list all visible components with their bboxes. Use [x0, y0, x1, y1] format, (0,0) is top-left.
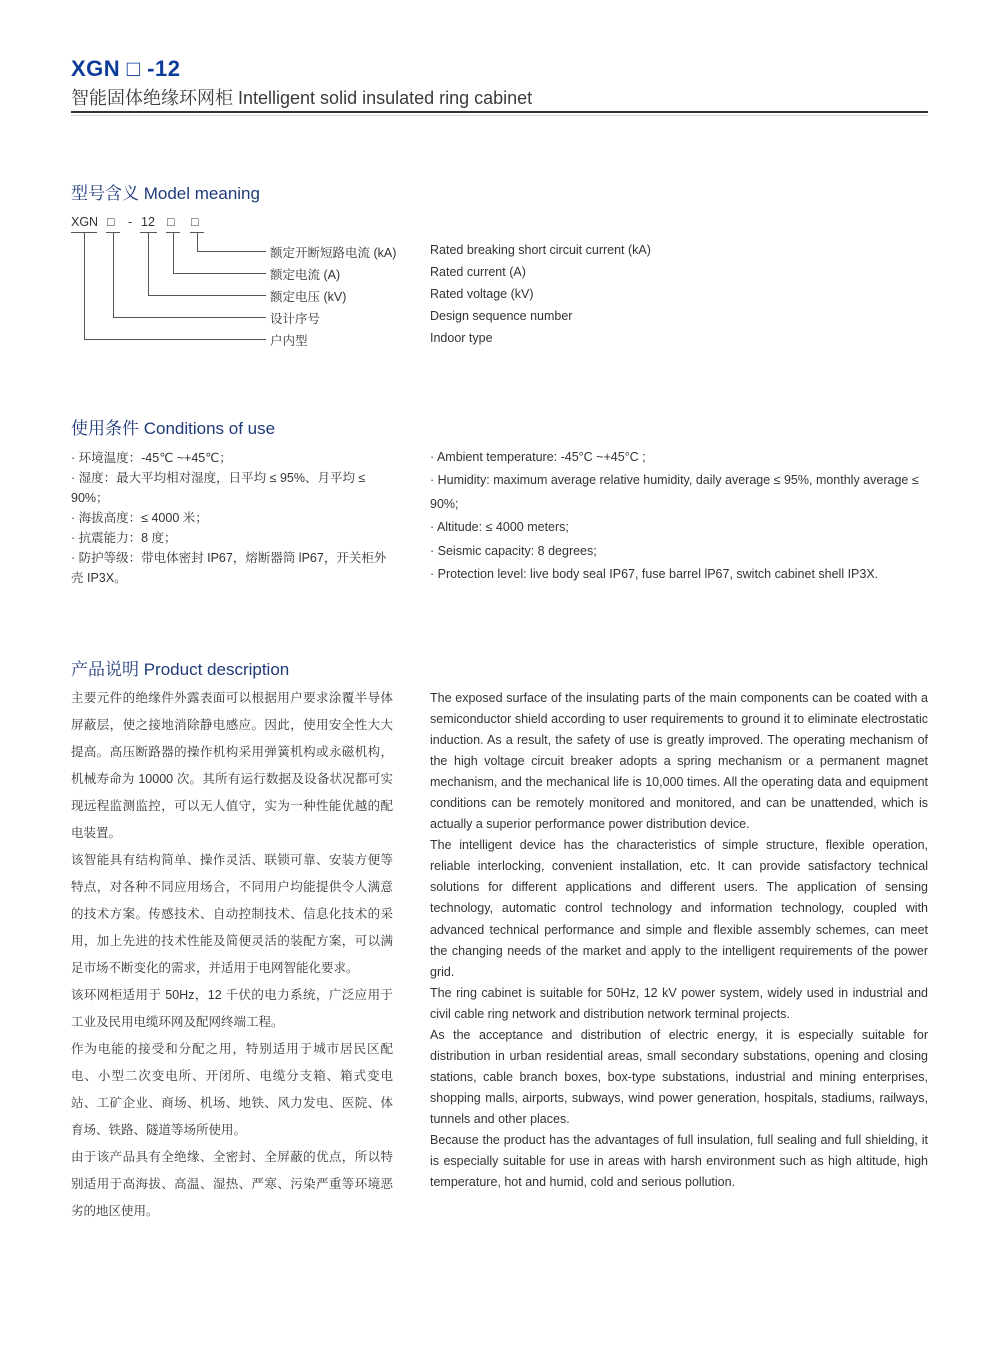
code-part-breaking: □	[191, 215, 199, 229]
conditions-heading: 使用条件 Conditions of use	[71, 419, 276, 438]
description-heading: 产品说明 Product description	[71, 660, 290, 679]
condition-cn-altitude: · 海拔高度：≤ 4000 米；	[71, 511, 208, 525]
model-label-en-current: Rated current (A)	[430, 265, 526, 279]
model-label-cn-breaking: 额定开断短路电流 (kA)	[270, 246, 397, 260]
leader-vertical-current	[173, 232, 174, 273]
model-label-en-design-seq: Design sequence number	[430, 309, 573, 323]
description-cn-paragraph: 由于该产品具有全绝缘、全密封、全屏蔽的优点，所以特别适用于高海拔、高温、湿热、严寒、污染严重等环境恶劣的地区使用。	[71, 1150, 393, 1218]
model-label-cn-design-seq: 设计序号	[270, 312, 321, 326]
description-en-paragraph: As the acceptance and distribution of electric energy, it is especially suitable for distribution in urban residential areas, small secondary substations, opening and closing stations, cable branch boxes, box-type substations, industrial and mining enterprises, shopping malls, airports, subways, wind power generation, hospitals, stadiums, railways, tunnels and other places.	[430, 1027, 928, 1126]
conditions-cn-list	[71, 448, 393, 588]
condition-en-altitude: · Altitude: ≤ 4000 meters;	[430, 520, 569, 535]
description-en-paragraph: The exposed surface of the insulating parts of the main components can be coated with a semiconductor shield according to user requirements to ground it to eliminate electrostatic induction. As a result, the safety of use is greatly improved. The operating mechanism of the high voltage circuit breaker adopts a spring mechanism or a permanent magnet mechanism, and the mechanical life is 10,000 times. All the operating data and equipment conditions can be remotely monitored and monitored, and can be unattended, which is actually a superior performance power distribution device.	[430, 691, 928, 832]
description-cn-paragraph: 该智能具有结构简单、操作灵活、联锁可靠、安装方便等特点，对各种不同应用场合，不同用户均能提供令人满意的技术方案。传感技术、自动控制技术、信息化技术的采用，加上先进的技术性能及简便灵活的装配方案，可以满足市场不断变化的需求，并适用于电网智能化要求。	[71, 853, 393, 975]
model-label-cn-indoor: 户内型	[270, 334, 308, 348]
model-label-en-breaking: Rated breaking short circuit current (kA)	[430, 243, 651, 257]
leader-vertical-design-seq	[113, 232, 114, 317]
description-en-paragraph: Because the product has the advantages of full insulation, full sealing and full shielding, it is especially suitable for use in areas with harsh environment such as high altitude, high temperature, hot and humid, cold and serious pollution.	[430, 1132, 928, 1190]
header-divider-secondary	[71, 115, 928, 116]
condition-cn-temperature: · 环境温度：-45℃ ~+45℃；	[71, 451, 232, 465]
code-part-xgn: XGN	[71, 215, 99, 229]
description-en-paragraph: The ring cabinet is suitable for 50Hz, 12 kV power system, widely used in industrial and civil cable ring network and distribution network terminal projects.	[430, 985, 928, 1021]
code-part-current: □	[167, 215, 175, 229]
condition-cn-humidity: · 湿度：最大平均相对湿度，日平均 ≤ 95%、月平均 ≤ 90%；	[71, 471, 366, 505]
leader-horizontal-design-seq	[113, 317, 266, 318]
leader-vertical-indoor	[84, 232, 85, 339]
leader-vertical-voltage	[148, 232, 149, 295]
leader-vertical-breaking	[197, 232, 198, 251]
description-cn-paragraph: 作为电能的接受和分配之用，特别适用于城市居民区配电、小型二次变电所、开闭所、电缆分支箱、箱式变电站、工矿企业、商场、机场、地铁、风力发电、医院、体育场、铁路、隧道等场所使用。	[71, 1042, 393, 1137]
leader-horizontal-indoor	[84, 339, 266, 340]
condition-cn-protection: · 防护等级：带电体密封 IP67，熔断器筒 lP67，开关柜外壳 IP3X。	[71, 551, 387, 585]
code-part-voltage: 12	[141, 215, 155, 229]
description-en-paragraph: The intelligent device has the characteristics of simple structure, flexible operation, reliable interlocking, convenient installation, etc. It can provide satisfactory technical solutions for different applications and different users. The application of sensing technology, automatic control technology and information technology, coupled with advanced technical performance and simple and flexible assembly schemes, can meet the changing needs of the market and apply to the intelligent requirements of the power grid.	[430, 838, 928, 979]
code-part-design-seq: □	[107, 215, 115, 229]
header-divider	[71, 111, 928, 113]
code-part-dash: -	[128, 215, 133, 229]
description-en	[430, 688, 928, 1193]
condition-en-temperature: · Ambient temperature: -45°C ~+45°C ;	[430, 450, 646, 464]
condition-cn-seismic: · 抗震能力：8 度；	[71, 531, 177, 545]
model-label-cn-voltage: 额定电压 (kV)	[270, 290, 347, 304]
condition-en-seismic: · Seismic capacity: 8 degrees;	[430, 543, 597, 558]
condition-en-protection: · Protection level: live body seal IP67, fuse barrel lP67, switch cabinet shell IP3X.	[430, 567, 879, 582]
description-cn-paragraph: 该环网柜适用于 50Hz，12 千伏的电力系统，广泛应用于工业及民用电缆环网及配网终端工程。	[71, 988, 393, 1029]
model-label-cn-current: 额定电流 (A)	[270, 268, 341, 282]
leader-horizontal-breaking	[197, 251, 266, 252]
model-meaning-heading: 型号含义 Model meaning	[71, 184, 260, 203]
conditions-en-list	[430, 446, 930, 586]
page-title: XGN □ -12	[71, 56, 181, 81]
model-label-en-voltage: Rated voltage (kV)	[430, 287, 534, 301]
page-subtitle: 智能固体绝缘环网柜 Intelligent solid insulated ring cabinet	[71, 88, 533, 108]
description-cn	[71, 685, 393, 1225]
description-cn-paragraph: 主要元件的绝缘件外露表面可以根据用户要求涂覆半导体屏蔽层，使之接地消除静电感应。因此，使用安全性大大提高。高压断路器的操作机构采用弹簧机构或永磁机构，机械寿命为 10000 次。其所有运行数据及设备状况都可实现远程监测监控，可以无人值守，实为一种性能优越的配电装置。	[71, 691, 393, 840]
leader-horizontal-voltage	[148, 295, 266, 296]
condition-en-humidity: · Humidity: maximum average relative humidity, daily average ≤ 95%, monthly average ≤ 90%;	[430, 473, 919, 511]
model-label-en-indoor: Indoor type	[430, 331, 493, 345]
leader-horizontal-current	[173, 273, 266, 274]
